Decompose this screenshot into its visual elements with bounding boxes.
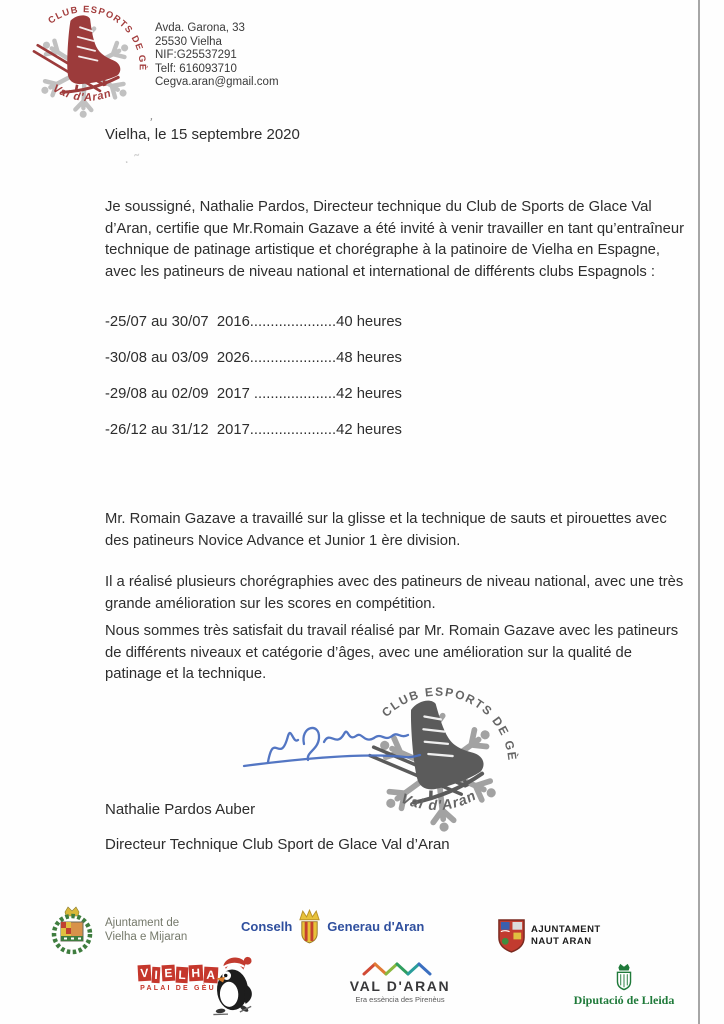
vielha-letter: L	[175, 967, 188, 984]
naut-aran-line2: NAUT ARAN	[531, 935, 592, 947]
vielha-letter: H	[189, 965, 203, 982]
vielha-mijaran-line1: Ajuntament de	[105, 917, 180, 929]
intro-paragraph: Je soussigné, Nathalie Pardos, Directeur technique du Club de Sports de Glace Val d’Aran, certifie que Mr.Romain Gazave a été invité à venir travailler en tant qu’entraîneur technique de patinage artistique et chorégraphe à la patinoire de Vielha en Espagne, avec les patineurs de niveau national et international de différents clubs Espagnols :	[105, 199, 685, 280]
hours-list	[105, 311, 402, 455]
letterhead-address	[155, 22, 279, 90]
hours-line: -25/07 au 30/07 2016.....................40 heures	[105, 314, 402, 330]
conselh-label-left: Conselh	[241, 919, 293, 934]
logo-ajuntament-vielha-mijaran	[48, 905, 187, 955]
logo-conselh-generau-aran	[241, 908, 424, 945]
conselh-crest-icon	[297, 908, 322, 945]
logo-ajuntament-naut-aran	[497, 918, 601, 953]
val-daran-subtitle: Era essència des Pirenèus	[355, 995, 445, 1004]
vielha-mijaran-line2: Vielha e Mijaran	[105, 931, 188, 943]
date-line: Vielha, le 15 septembre 2020	[105, 126, 300, 143]
logo-diputacio-lleida	[566, 963, 682, 1008]
scan-artifact: ·˜	[122, 150, 148, 171]
vielha-letter: E	[161, 965, 175, 982]
naut-aran-line1: AJUNTAMENT	[531, 923, 601, 935]
address-line: Telf: 616093710	[155, 62, 237, 75]
paragraph-work: Mr. Romain Gazave a travaillé sur la glisse et la technique de sauts et pirouettes avec des patineurs Novice Advance et Junior 1 ère division.	[105, 511, 667, 549]
hours-line: -26/12 au 31/12 2017.....................42 heures	[105, 422, 402, 438]
address-line: Avda. Garona, 33	[155, 22, 245, 34]
scan-artifact: ’	[147, 114, 154, 131]
diputacio-crest-icon	[613, 963, 635, 991]
hours-line: -30/08 au 03/09 2026.....................48 heures	[105, 350, 402, 366]
naut-aran-crest-icon	[497, 918, 526, 953]
conselh-label-right: Generau d'Aran	[327, 919, 425, 934]
palai-de-geu-subtitle: PALAI DE GÈU	[140, 985, 216, 992]
club-logo-letterhead	[20, 0, 150, 126]
skating-penguin-icon	[201, 948, 266, 1022]
signer-name: Nathalie Pardos Auber	[105, 801, 256, 818]
vielha-mijaran-crest-icon	[48, 905, 96, 955]
address-line: Cegva.aran@gmail.com	[155, 76, 279, 89]
handwritten-signature	[240, 710, 545, 796]
scanner-edge-line	[698, 0, 700, 1024]
address-line: NIF:G25537291	[155, 49, 237, 62]
diputacio-label: Diputació de Lleida	[573, 993, 675, 1007]
paragraph-satisfaction: Nous sommes très satisfait du travail réalisé par Mr. Romain Gazave avec les patineurs de différents niveaux et catégorie d’âges, avec une amélioration sur la qualité de patinage et la technique.	[105, 623, 679, 683]
logo-val-daran	[344, 961, 456, 1004]
address-line: 25530 Vielha	[155, 35, 222, 48]
vielha-letter: A	[203, 967, 217, 984]
naut-aran-label	[531, 924, 601, 948]
val-daran-title: VAL D'ARAN	[349, 978, 451, 994]
hours-line: -29/08 au 02/09 2017 ....................42 heures	[105, 386, 402, 402]
signer-title: Directeur Technique Club Sport de Glace Val d’Aran	[105, 836, 450, 853]
vielha-letter: V	[138, 965, 152, 982]
vielha-letter: I	[152, 967, 161, 983]
vielha-mijaran-label	[105, 916, 187, 944]
paragraph-choreography: Il a réalisé plusieurs chorégraphies avec des patineurs de niveau national, avec une très grande amélioration sur les scores en compétition.	[105, 574, 684, 612]
mountain-zigzag-icon	[360, 961, 440, 977]
